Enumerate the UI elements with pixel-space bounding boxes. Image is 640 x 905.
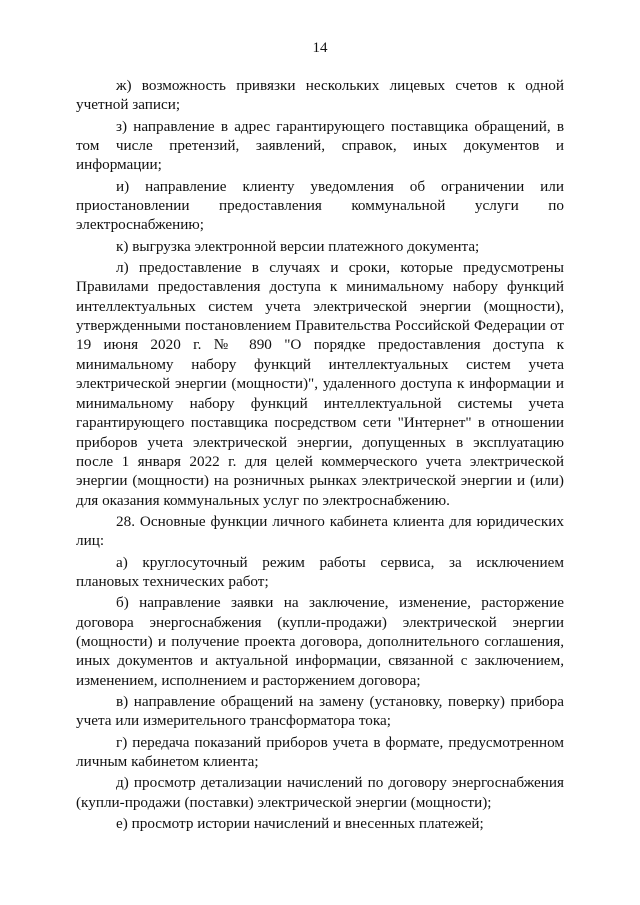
paragraph-item-v: в) направление обращений на замену (установку, поверку) прибора учета или измерительного трансформатора тока;: [76, 692, 564, 730]
paragraph-item-k: к) выгрузка электронной версии платежного документа;: [116, 237, 480, 255]
paragraph-item-zh: ж) возможность привязки нескольких лицевых счетов к одной учетной записи;: [76, 77, 564, 114]
paragraph-item-g: г) передача показаний приборов учета в формате, предусмотренном личным кабинетом клиента;: [76, 733, 564, 770]
page-number: 14: [312, 40, 328, 56]
paragraph-item-z: з) направление в адрес гарантирующего поставщика обращений, в том числе претензий, заявлений, справок, иных документов и информации;: [76, 117, 564, 174]
document-body: [76, 76, 564, 835]
paragraph-item-e: е) просмотр истории начислений и внесенных платежей;: [116, 814, 484, 832]
paragraph-item-i: и) направление клиенту уведомления об ограничении или приостановлении предоставления коммунальной услуги по электроснабжению;: [76, 177, 564, 234]
paragraph-item-d: д) просмотр детализации начислений по договору энергоснабжения (купли-продажи (поставки) электрической энергии (мощности);: [76, 774, 564, 811]
paragraph-item-b: б) направление заявки на заключение, изменение, расторжение договора энергоснабжения (купли-продажи) электрической энергии (мощности) и получение проекта договора, дополнительного соглашения, иных документов и актуальной информации, связанной с заключением, изменением, исполнением и расторжением договора;: [76, 594, 564, 689]
paragraph-item-a: а) круглосуточный режим работы сервиса, за исключением плановых технических работ;: [76, 553, 564, 590]
paragraph-item-l: л) предоставление в случаях и сроки, которые предусмотрены Правилами предоставления доступа к минимальному набору функций интеллектуальных систем учета электрической энергии (мощности), утвержденными постановлением Правительства Российской Федерации от 19 июня 2020 г. № 890 "О порядке предоставления доступа к минимальному набору функций интеллектуальных систем учета электрической энергии (мощности)", удаленного доступа к информации и минимальному набору функций интеллектуальной системы учета гарантирующего поставщика посредством сети "Интернет" в отношении приборов учета электрической энергии, допущенных в эксплуатацию после 1 января 2022 г. для целей коммерческого учета электрической энергии (мощности) на розничных рынках электрической энергии и (или) для оказания коммунальных услуг по электроснабжению.: [76, 258, 564, 509]
paragraph-section-28: 28. Основные функции личного кабинета клиента для юридических лиц:: [76, 512, 564, 550]
